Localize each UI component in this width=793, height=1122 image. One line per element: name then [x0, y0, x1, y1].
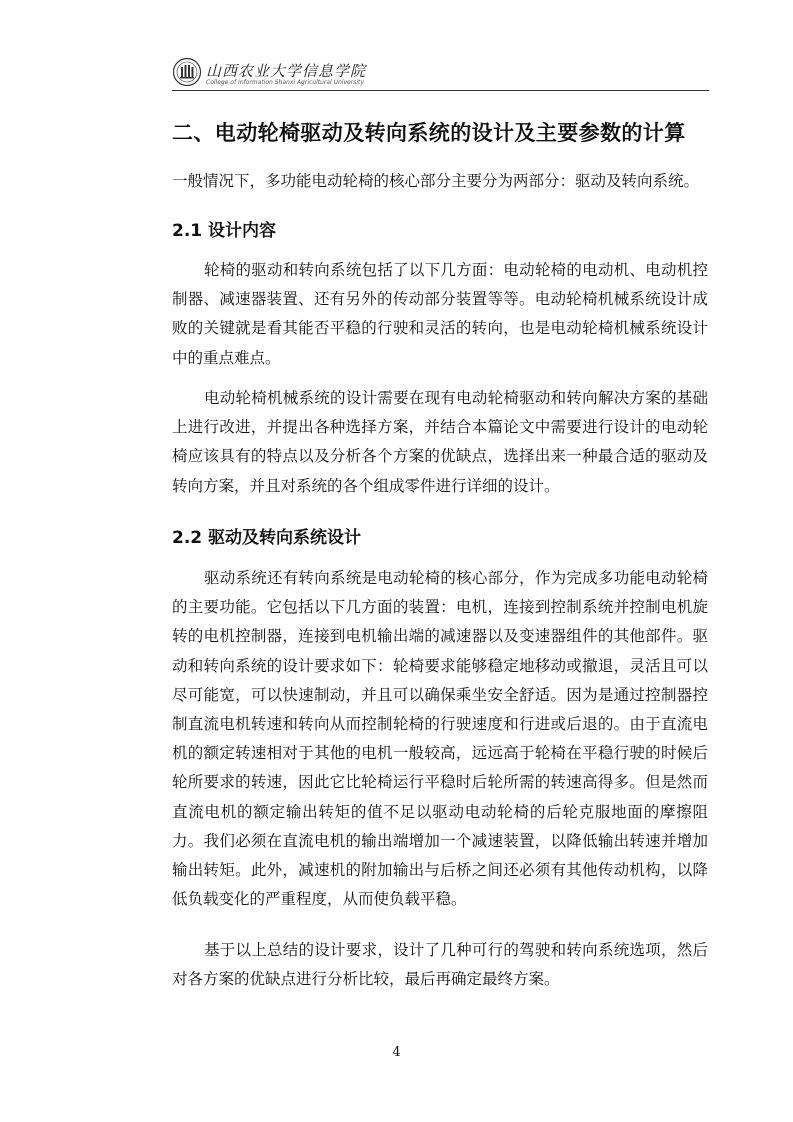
chapter-title: 二、电动轮椅驱动及转向系统的设计及主要参数的计算 — [172, 121, 686, 145]
section-heading-2-2: 2.2 驱动及转向系统设计 — [172, 528, 362, 548]
university-name-subtitle: College of Information Shanxi Agricultural University — [206, 79, 364, 86]
paragraph: 驱动系统还有转向系统是电动轮椅的核心部分，作为完成多功能电动轮椅的主要功能。它包括以下几方面的装置：电机，连接到控制系统并控制电机旋转的电机控制器，连接到电机输出端的减速器以及变速器组件的其他部件。驱动和转向系统的设计要求如下：轮椅要求能够稳定地移动或撤退，灵活且可以尽可能宽，可以快速制动，并且可以确保乘坐安全舒适。因为是通过控制器控制直流电机转速和转向从而控制轮椅的行驶速度和行进或后退的。由于直流电机的额定转速相对于其他的电机一般较高，远远高于轮椅在平稳行驶的时候后轮所要求的转速，因此它比轮椅运行平稳时后轮所需的转速高得多。但是然而直流电机的额定输出转矩的值不足以驱动电动轮椅的后轮克服地面的摩擦阻力。我们必须在直流电机的输出端增加一个减速装置，以降低输出转速并增加输出转矩。此外，减速机的附加输出与后桥之间还必须有其他传动机构，以降低负载变化的严重程度，从而使负载平稳。 — [172, 569, 708, 909]
header-divider — [172, 90, 709, 91]
page-header — [172, 52, 372, 92]
intro-paragraph: 一般情况下，多功能电动轮椅的核心部分主要分为两部分：驱动及转向系统。 — [172, 172, 700, 190]
university-seal-icon — [172, 57, 202, 87]
page-number: 4 — [392, 1045, 401, 1060]
university-name-logo: 山西农业大学信息学院 — [206, 62, 367, 80]
paragraph: 基于以上总结的设计要求，设计了几种可行的驾驶和转向系统选项，然后对各方案的优缺点进行分析比较，最后再确定最终方案。 — [172, 941, 708, 989]
paragraph: 电动轮椅机械系统的设计需要在现有电动轮椅驱动和转向解决方案的基础上进行改进，并提出各种选择方案，并结合本篇论文中需要进行设计的电动轮椅应该具有的特点以及分析各个方案的优缺点，选择出来一种最合适的驱动及转向方案，并且对系统的各个组成零件进行详细的设计。 — [172, 389, 708, 495]
section-heading-2-1: 2.1 设计内容 — [172, 221, 277, 241]
paragraph: 轮椅的驱动和转向系统包括了以下几方面：电动轮椅的电动机、电动机控制器、减速器装置、还有另外的传动部分装置等等。电动轮椅机械系统设计成败的关键就是看其能否平稳的行驶和灵活的转向，也是电动轮椅机械系统设计中的重点难点。 — [172, 261, 708, 367]
